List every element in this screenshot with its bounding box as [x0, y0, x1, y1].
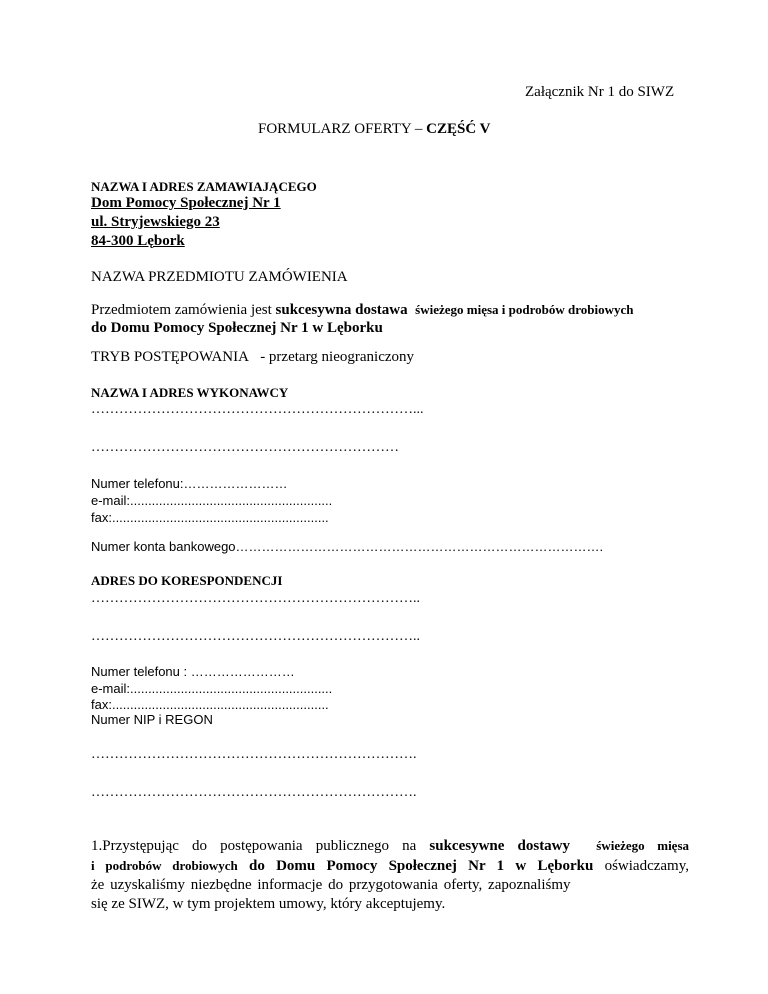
statement-line-4: się ze SIWZ, w tym projektem umowy, który akceptujemy. — [91, 896, 446, 912]
subject-bold: sukcesywna dostawa — [275, 302, 408, 318]
contractor-address-line-2[interactable]: ………………………………………………………… — [91, 440, 399, 455]
contractor-fax[interactable]: fax:............................................................ — [91, 510, 329, 525]
statement-text: 1.Przystępując do postępowania publicznego na — [91, 838, 430, 854]
form-title-main: FORMULARZ OFERTY – — [258, 121, 427, 137]
correspondence-line-1[interactable]: …………………………………………………………….. — [91, 591, 420, 606]
employer-name: Dom Pomocy Społecznej Nr 1 — [91, 195, 281, 211]
statement-bold-small-2: i podrobów drobiowych — [91, 858, 238, 873]
contractor-heading: NAZWA I ADRES WYKONAWCY — [91, 385, 289, 400]
correspondence-email[interactable]: e-mail:........................................................ — [91, 681, 333, 696]
procedure — [91, 349, 414, 366]
subject-line-1 — [91, 302, 634, 319]
statement-line-3: że uzyskaliśmy niezbędne informacje do przygotowania oferty, zapoznaliśmy — [91, 877, 571, 893]
nip-regon-line-2[interactable]: ……………………………………………………………. — [91, 785, 417, 800]
contractor-email[interactable]: e-mail:........................................................ — [91, 493, 333, 508]
correspondence-phone[interactable]: Numer telefonu : …………………… — [91, 664, 295, 679]
nip-regon-label: Numer NIP i REGON — [91, 712, 213, 727]
statement-bold-small: świeżego mięsa — [596, 838, 690, 853]
employer-heading: NAZWA I ADRES ZAMAWIAJĄCEGO — [91, 179, 317, 194]
statement-line-2 — [91, 858, 689, 875]
subject-heading: NAZWA PRZEDMIOTU ZAMÓWIENIA — [91, 269, 348, 285]
annex-label: Załącznik Nr 1 do SIWZ — [525, 84, 675, 100]
form-title — [258, 121, 491, 138]
subject-text: Przedmiotem zamówienia jest — [91, 302, 276, 318]
subject-bold-small: świeżego mięsa i podrobów drobiowych — [415, 302, 634, 317]
statement-text-2: oświadczamy, — [593, 858, 689, 874]
contractor-address-line-1[interactable]: ……………………………………………………………... — [91, 402, 424, 417]
correspondence-fax[interactable]: fax:............................................................ — [91, 697, 329, 712]
employer-city: 84-300 Lębork — [91, 233, 185, 249]
nip-regon-line-1[interactable]: ……………………………………………………………. — [91, 747, 417, 762]
contractor-phone[interactable]: Numer telefonu:…………………… — [91, 476, 288, 491]
procedure-label: TRYB POSTĘPOWANIA — [91, 349, 249, 365]
contractor-bank-account[interactable]: Numer konta bankowego…………………………………………………………………………. — [91, 539, 604, 554]
procedure-value: - przetarg nieograniczony — [260, 349, 415, 365]
correspondence-line-2[interactable]: …………………………………………………………….. — [91, 629, 420, 644]
statement-bold-2: do Domu Pomocy Społecznej Nr 1 w Lęborku — [237, 858, 594, 874]
employer-street: ul. Stryjewskiego 23 — [91, 214, 220, 230]
subject-line-2: do Domu Pomocy Społecznej Nr 1 w Lęborku — [91, 320, 383, 336]
correspondence-heading: ADRES DO KORESPONDENCJI — [91, 573, 283, 588]
statement-bold: sukcesywne dostawy — [429, 838, 571, 854]
form-title-part: CZĘŚĆ V — [426, 121, 491, 137]
statement-line-1 — [91, 838, 689, 855]
